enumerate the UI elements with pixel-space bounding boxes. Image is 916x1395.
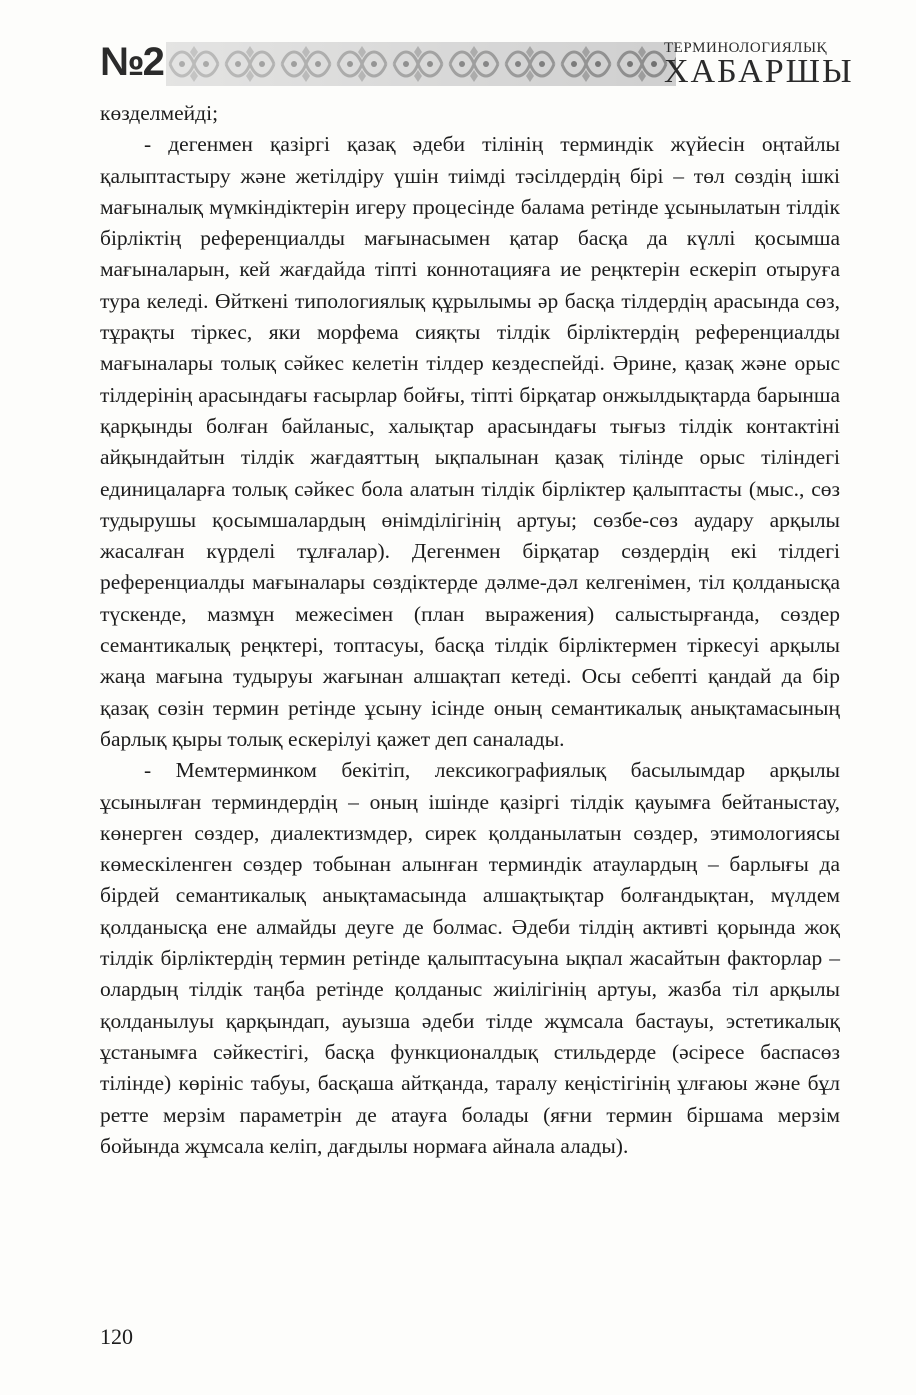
issue-number: №2 (100, 40, 163, 84)
journal-title: ХАБАРШЫ (664, 53, 854, 90)
paragraph: - Мемтерминком бекітіп, лексикографиялық басылымдар арқылы ұсынылған терминдердің – оның ішінде қазіргі тілдік қауымға бейтаныстау, көнерген сөздер, диалектизмдер, сирек қолданылатын сөздер, этимологиясы көмескіленген сөздер тобынан алынған терминдік атаулардың – барлығы да бірдей семантикалық анықтамасында алшақтықтар болғандықтан, мүлдем қолданысқа ене алмайды деуге де болмас. Әдеби тілдің активті қорында жоқ тілдік бірліктердің термин ретінде қалыптасуына ықпал жасайтын факторлар – олардың тілдік таңба ретінде қолданыс жиілігінің артуы, жазба тіл арқылы қолданылуы қарқындап, ауызша әдеби тілде жұмсала бастауы, эстетикалық ұстанымға сәйкестігі, басқа функционалдық стильдерде (әсіресе баспасөз тілінде) көрініс табуы, басқаша айтқанда, таралу кеңістігінің ұлғаюы және бұл ретте мерзім параметрін де атауға болады (яғни термин біршама мерзім бойында жұмсала келіп, дағдылы нормаға айнала алады). (100, 758, 840, 1158)
paragraph-continuation: көзделмейді; (100, 101, 219, 125)
journal-subtitle: ТЕРМИНОЛОГИЯЛЫҚ (664, 40, 828, 56)
paragraph: - дегенмен қазіргі қазақ әдеби тілінің терминдік жүйесін оңтайлы қалыптастыру және жетілдіру үшін тиімді тәсілдердің бірі – төл сөздің ішкі мағыналық мүмкіндіктерін игеру процесінде балама ретінде ұсынылатын тілдік бірліктің референциалды мағынасымен қатар басқа да күллі қосымша мағыналарын, кей жағдайда тіпті коннотацияға ие реңктерін ескеріп отыруға тура келеді. Өйткені типологиялық құрылымы әр басқа тілдердің арасында сөз, тұрақты тіркес, яки морфема сияқты тілдік бірліктердің референциалды мағыналары толық сәйкес келетін тілдер кездеспейді. Әрине, қазақ және орыс тілдерінің арасындағы ғасырлар бойғы, тіпті бірқатар онжылдықтарда барынша қарқынды болған байланыс, халықтар арасындағы тығыз тілдік контактіні айқындайтын тілдік жағдаяттың ықпалынан қазақ тілінде орыс тіліндегі единицаларға толық сәйкес бола алатын тілдік бірліктер қалыптасты (мыс., сөз тудырушы қосымшалардың өнімділігінің артуы; сөзбе-сөз аудару арқылы жасалған күрделі тұлғалар). Дегенмен бірқатар сөздердің екі тілдегі референциалды мағыналары сөздіктерде дәлме-дәл келгенімен, тіл қолданысқа түскенде, мазмұн межесімен (план выражения) салыстырғанда, сөздер семантикалық реңктері, топтасуы, басқа тілдік бірліктермен тіркесуі арқылы жаңа мағына тудыруы жағынан алшақтап кетеді. Осы себепті қандай да бір қазақ сөзін термин ретінде ұсыну ісінде оның семантикалық анықтамасының барлық қыры толық ескерілуі қажет деп саналады. (100, 132, 840, 751)
running-header (100, 38, 854, 90)
journal-title-block (664, 40, 854, 90)
kazakh-ornament-icon (166, 42, 676, 86)
page-number: 120 (100, 1324, 133, 1349)
article-body (100, 98, 840, 1162)
